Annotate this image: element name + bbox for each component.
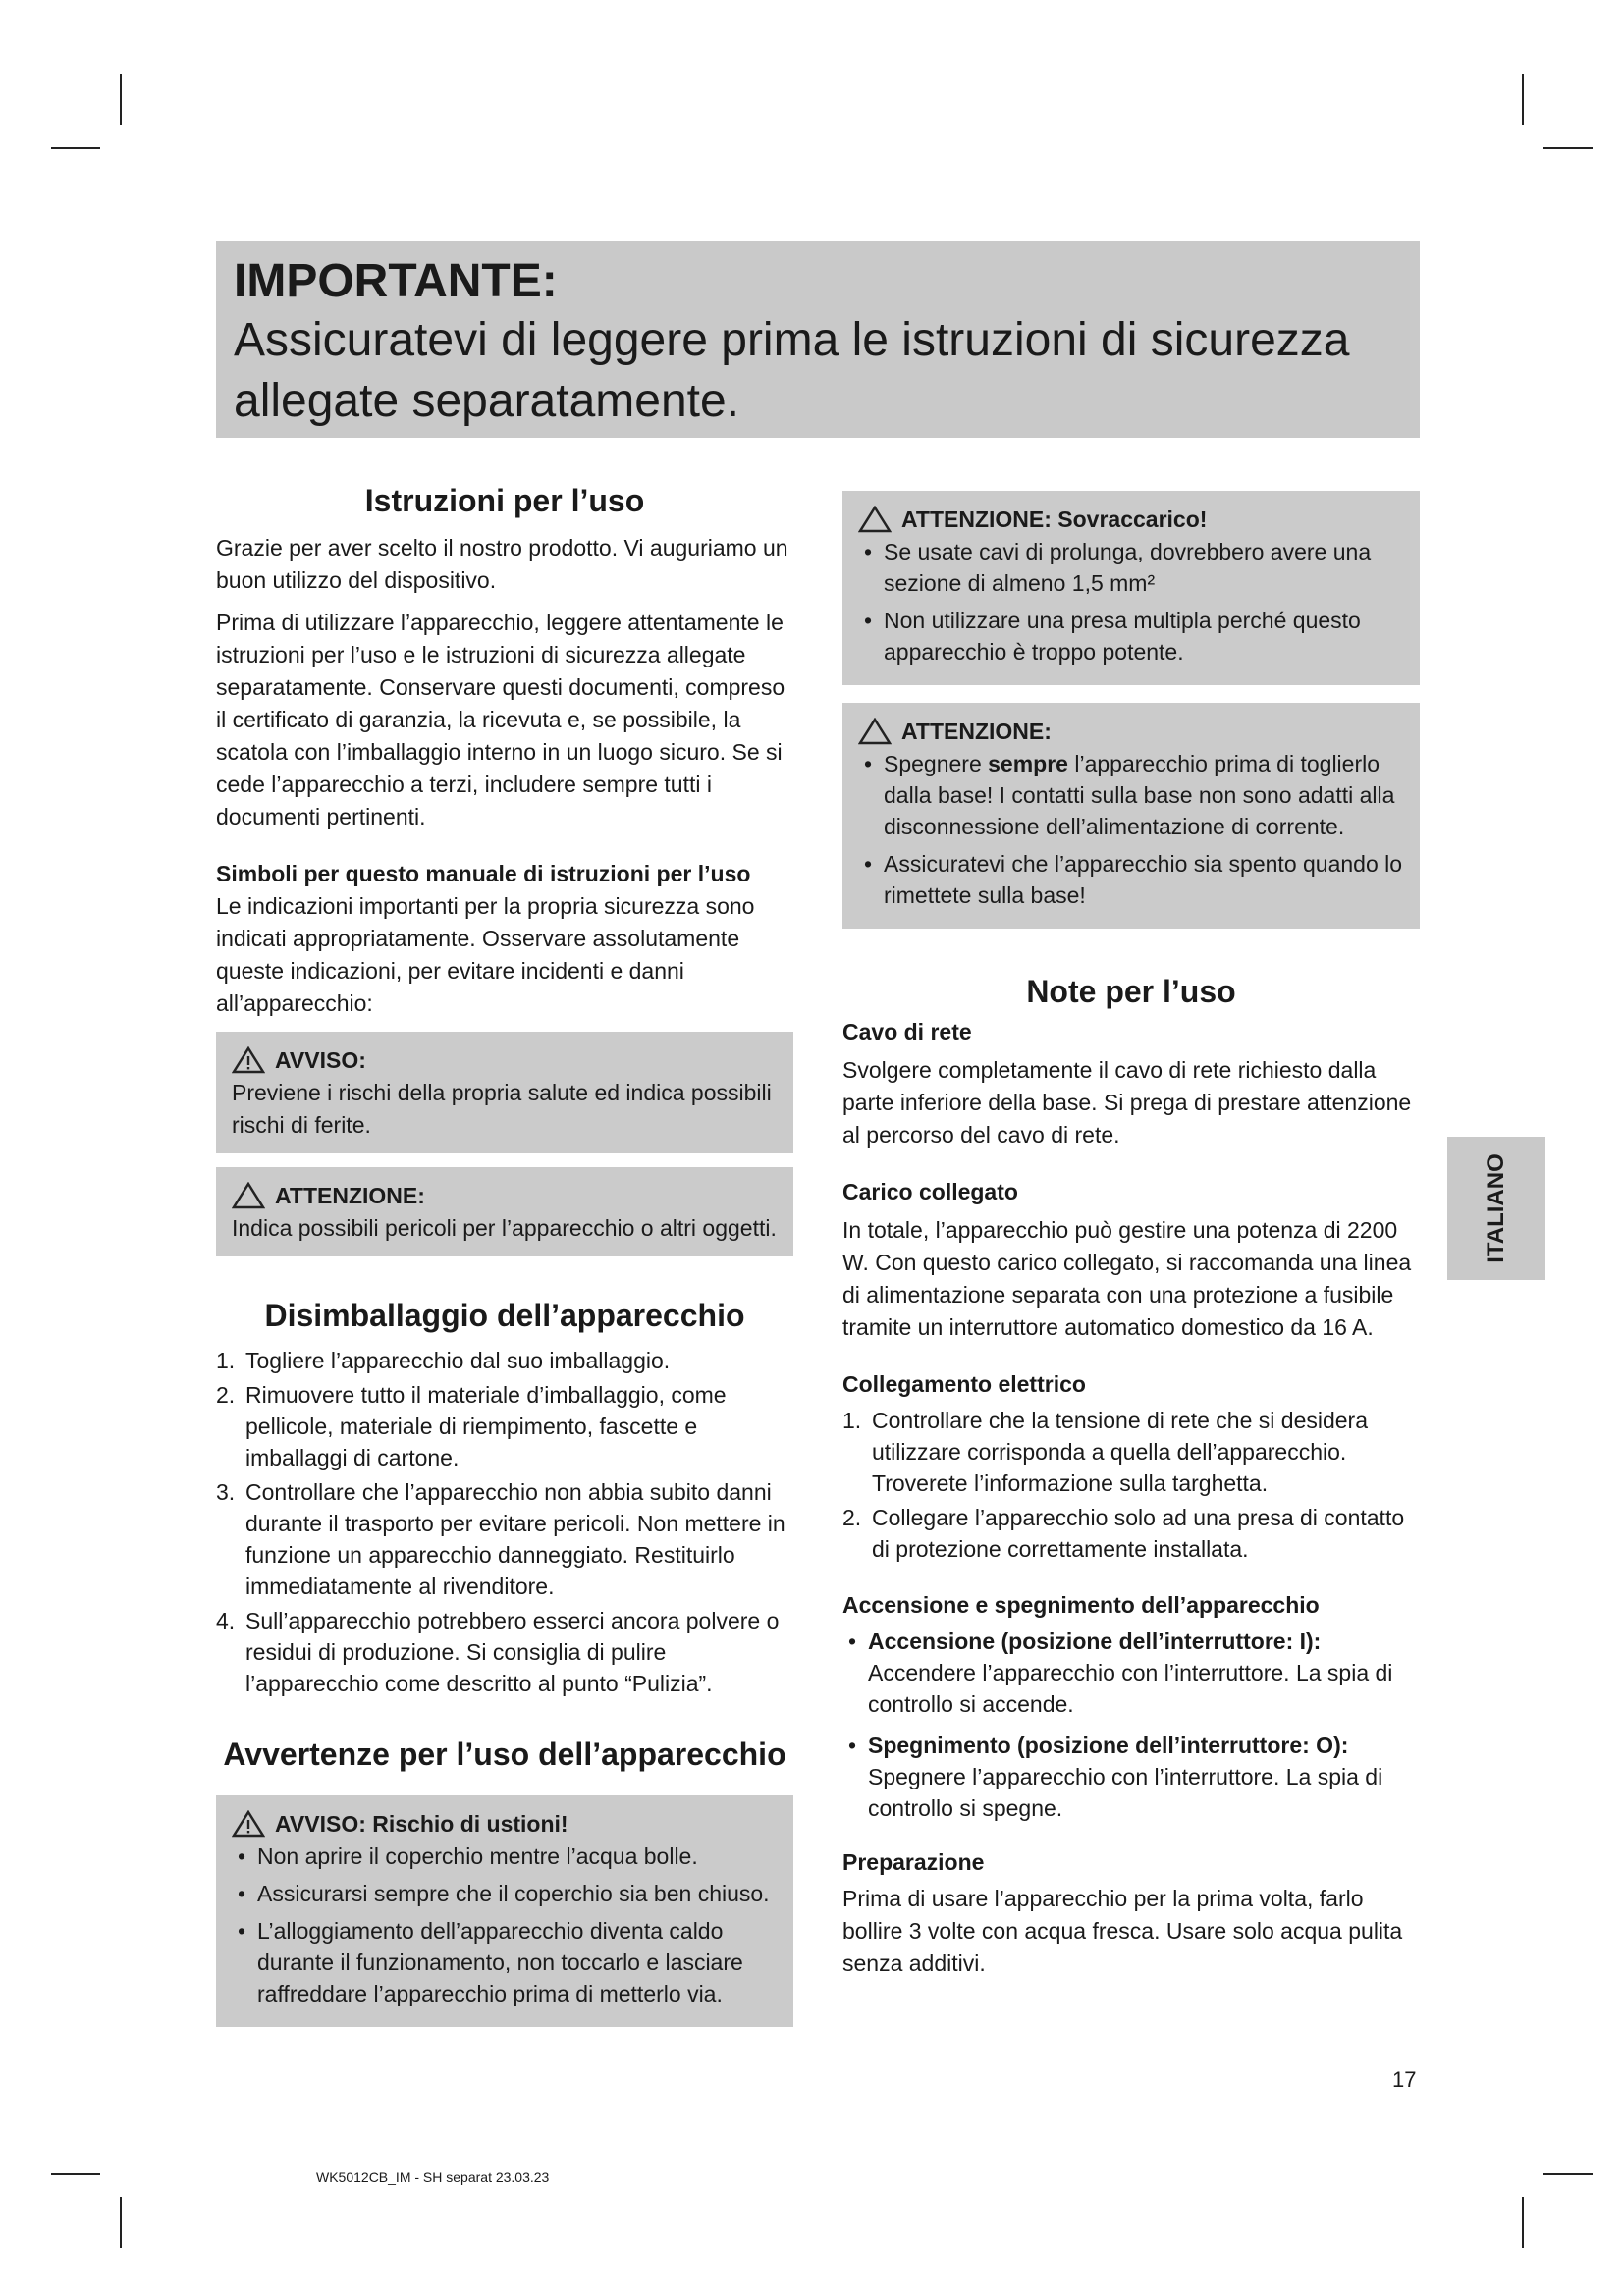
overload-list [858, 536, 1404, 667]
simboli-heading: Simboli per questo manuale di istruzioni per l’uso [216, 861, 751, 886]
crop-mark [1522, 74, 1524, 125]
list-item: 3. Controllare che l’apparecchio non abbia subito danni durante il trasporto per evitare pericoli. Non mettere in funzione un apparecchio danneggiato. Restituirlo immediatamente al rivenditore. [216, 1479, 785, 1599]
overload-title: ATTENZIONE: Sovraccarico! [901, 507, 1208, 532]
collegamento-list [842, 1405, 1420, 1565]
list-item: • Non aprire il coperchio mentre l’acqua bolle. [232, 1841, 778, 1872]
list-item [842, 1626, 1420, 1720]
accensione-list [842, 1626, 1420, 1824]
footer-code: WK5012CB_IM - SH separat 23.03.23 [316, 2169, 550, 2185]
list-item: 1. Togliere l’apparecchio dal suo imballaggio. [216, 1348, 671, 1373]
warning-triangle-icon [232, 1182, 265, 1209]
burn-warning-list [232, 1841, 778, 2009]
list-item: • Assicurarsi sempre che il coperchio sia ben chiuso. [232, 1878, 778, 1909]
right-column [842, 491, 1420, 1980]
warning-triangle-icon [858, 506, 892, 533]
avviso-title: AVVISO: [275, 1047, 366, 1073]
banner-text: Assicuratevi di leggere prima le istruzioni di sicurezza allegate separatamente. [234, 314, 1350, 427]
carico-heading: Carico collegato [842, 1179, 1018, 1204]
crop-mark [1522, 2197, 1524, 2248]
burn-warning-box [216, 1795, 793, 2027]
spegnimento-text: Spegnere l’apparecchio con l’interruttore. La spia di controllo si spegne. [868, 1764, 1383, 1821]
left-column [216, 481, 793, 2027]
list-item: • Spegnere sempre l’apparecchio prima di toglierlo dalla base! I contatti sulla base non sono adatti alla disconnessione dell’alimentazione di corrente. [858, 748, 1404, 842]
intro-paragraph: Grazie per aver scelto il nostro prodotto. Vi auguriamo un buon utilizzo del dispositivo. [216, 535, 788, 593]
section-heading-note: Note per l’uso [1026, 974, 1236, 1009]
attenzione-text: Indica possibili pericoli per l’apparecchio o altri oggetti. [232, 1215, 777, 1241]
crop-mark [120, 2197, 122, 2248]
crop-mark [120, 74, 122, 125]
page-number: 17 [1392, 2067, 1417, 2092]
instructions-paragraph: Prima di utilizzare l’apparecchio, leggere attentamente le istruzioni per l’uso e le istruzioni di sicurezza allegate separatamente. Conservare questi documenti, compreso il certificato di garanzia, la ricevuta e, se possibile, la scatola con l’imballaggio interno in un luogo sicuro. Se si cede l’apparecchio a terzi, includere sempre tutti i documenti pertinenti. [216, 610, 785, 829]
list-item: • Assicuratevi che l’apparecchio sia spento quando lo rimettete sulla base! [858, 848, 1404, 911]
unpacking-list [216, 1345, 793, 1699]
language-tab [1447, 1137, 1545, 1280]
section-heading-disimballaggio: Disimballaggio dell’apparecchio [264, 1298, 745, 1333]
crop-mark [1543, 2173, 1593, 2175]
section-heading-avvertenze: Avvertenze per l’uso dell’apparecchio [223, 1736, 786, 1772]
carico-text: In totale, l’apparecchio può gestire una potenza di 2200 W. Con questo carico collegato, si raccomanda una linea di alimentazione separata con una protezione a fusibile tramite un interruttore automatico domestico da 16 A. [842, 1217, 1412, 1340]
attenzione-title: ATTENZIONE: [275, 1183, 425, 1208]
warning-exclamation-icon [232, 1046, 265, 1074]
crop-mark [51, 147, 100, 149]
attenzione-base-list [858, 748, 1404, 911]
cavo-heading: Cavo di rete [842, 1019, 972, 1044]
attenzione-base-box [842, 703, 1420, 929]
collegamento-heading: Collegamento elettrico [842, 1371, 1086, 1397]
list-item: • Se usate cavi di prolunga, dovrebbero avere una sezione di almeno 1,5 mm² [858, 536, 1404, 599]
preparazione-text: Prima di usare l’apparecchio per la prima volta, farlo bollire 3 volte con acqua fresca. Usare solo acqua pulita senza additivi. [842, 1886, 1403, 1976]
list-item: 2. Rimuovere tutto il materiale d’imballaggio, come pellicole, materiale di riempimento, fascette e imballaggi di cartone. [216, 1382, 727, 1470]
preparazione-heading: Preparazione [842, 1849, 985, 1875]
warning-exclamation-icon [232, 1810, 265, 1838]
important-banner [216, 241, 1420, 438]
spegnimento-title: Spegnimento (posizione dell’interruttore: O): [868, 1733, 1349, 1758]
accensione-text: Accendere l’apparecchio con l’interruttore. La spia di controllo si accende. [868, 1660, 1393, 1717]
accensione-title: Accensione (posizione dell’interruttore: I): [868, 1629, 1322, 1654]
avviso-box [216, 1032, 793, 1153]
list-item: • Non utilizzare una presa multipla perché questo apparecchio è troppo potente. [858, 605, 1404, 667]
list-item: 2. Collegare l’apparecchio solo ad una presa di contatto di protezione correttamente installata. [842, 1505, 1405, 1562]
list-item [842, 1730, 1420, 1824]
list-item: 4. Sull’apparecchio potrebbero esserci ancora polvere o residui di produzione. Si consiglia di pulire l’apparecchio come descritto al punto “Pulizia”. [216, 1608, 780, 1696]
simboli-text: Le indicazioni importanti per la propria sicurezza sono indicati appropriatamente. Osservare assolutamente queste indicazioni, per evitare incidenti e danni all’apparecchio: [216, 893, 755, 1016]
attenzione-base-title: ATTENZIONE: [901, 719, 1052, 744]
list-item: 1. Controllare che la tensione di rete che si desidera utilizzare corrisponda a quella dell’apparecchio. Troverete l’informazione sulla targhetta. [842, 1408, 1369, 1496]
overload-box [842, 491, 1420, 685]
section-heading-istruzioni: Istruzioni per l’uso [364, 483, 645, 518]
burn-warning-title: AVVISO: Rischio di ustioni! [275, 1811, 568, 1837]
language-tab-label: ITALIANO [1483, 1153, 1510, 1263]
attenzione-box [216, 1167, 793, 1256]
list-item: • L’alloggiamento dell’apparecchio diventa caldo durante il funzionamento, non toccarlo e lasciare raffreddare l’apparecchio prima di metterlo via. [232, 1915, 778, 2009]
banner-title: IMPORTANTE: [234, 255, 558, 307]
warning-triangle-icon [858, 718, 892, 745]
accensione-heading: Accensione e spegnimento dell’apparecchio [842, 1592, 1320, 1618]
crop-mark [51, 2173, 100, 2175]
avviso-text: Previene i rischi della propria salute ed indica possibili rischi di ferite. [232, 1080, 772, 1138]
cavo-text: Svolgere completamente il cavo di rete richiesto dalla parte inferiore della base. Si prega di prestare attenzione al percorso del cavo di rete. [842, 1057, 1412, 1148]
crop-mark [1543, 147, 1593, 149]
